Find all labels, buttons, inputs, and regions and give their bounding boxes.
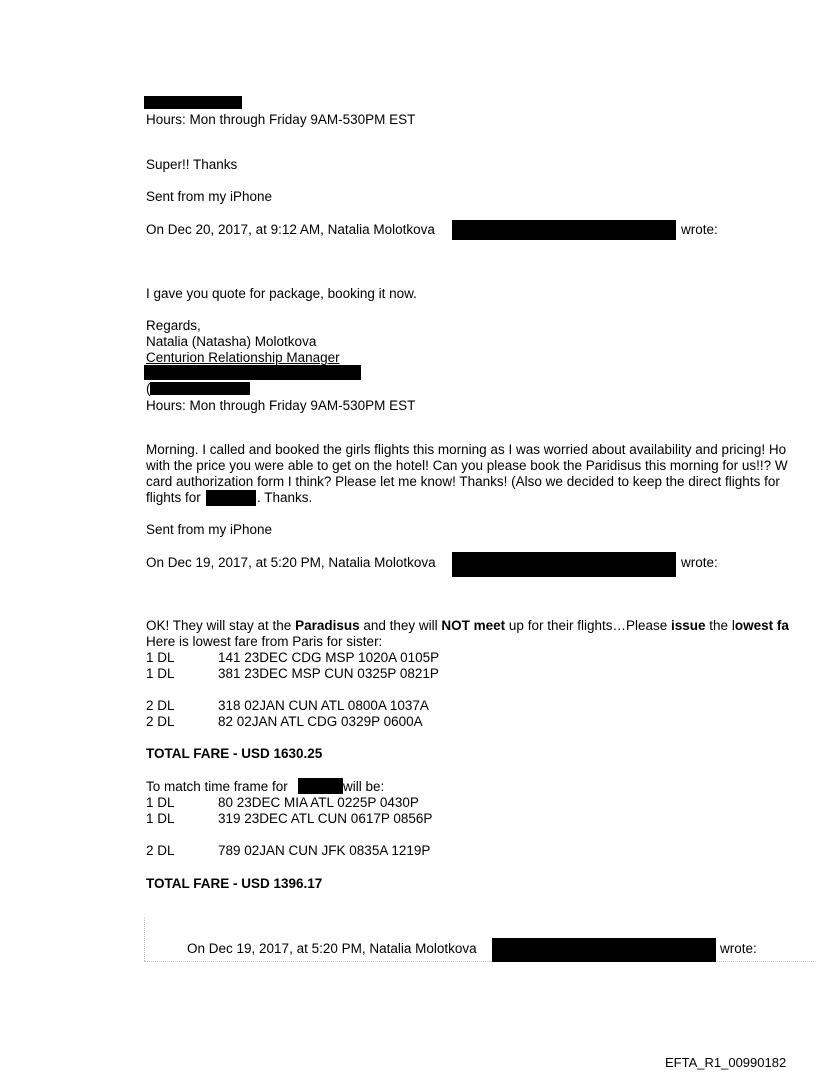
redaction-bar [144,365,361,380]
redaction-bar [150,382,250,395]
sent-from-signature: Sent from my iPhone [146,522,273,537]
flight-row: 1 DL 80 23DEC MIA ATL 0225P 0430P [146,795,419,810]
flight-row: 1 DL 381 23DEC MSP CUN 0325P 0821P [146,666,439,681]
match-suffix: will be: [343,779,385,794]
sent-from-signature: Sent from my iPhone [146,189,273,204]
reply-text: Super!! Thanks [146,157,238,172]
fare-intro: Here is lowest fare from Paris for sister: [146,634,383,649]
quote-header-suffix: wrote: [681,555,718,570]
sender-name: Natalia (Natasha) Molotkova [146,334,317,349]
message-line: with the price you were able to get on the hotel! Can you please book the Paridisus this morning for us!!? W [146,458,788,473]
hours-line: Hours: Mon through Friday 9AM-530PM EST [146,112,416,127]
regards-line: Regards, [146,318,201,333]
total-fare: TOTAL FARE - USD 1396.17 [146,876,323,891]
flight-row: 1 DL 141 23DEC CDG MSP 1020A 0105P [146,650,440,665]
redaction-bar [452,552,676,577]
redaction-bar [452,220,676,240]
quote-header-prefix: On Dec 19, 2017, at 5:20 PM, Natalia Molotkova [146,555,436,570]
quote-header-prefix: On Dec 20, 2017, at 9:12 AM, Natalia Molotkova [146,222,435,237]
quote-header-prefix: On Dec 19, 2017, at 5:20 PM, Natalia Molotkova [187,941,477,956]
message-line: Morning. I called and booked the girls flights this morning as I was worried about availability and pricing! Ho [146,442,787,457]
match-prefix: To match time frame for [146,779,288,794]
message-line-prefix: flights for [146,490,201,505]
message-line: card authorization form I think? Please let me know! Thanks! (Also we decided to keep the direct flights for [146,474,780,489]
quote-header [146,222,435,238]
paren-fragment: ( [146,381,151,396]
message-line-suffix: . Thanks. [257,490,313,505]
redaction-bar [298,778,343,794]
total-fare: TOTAL FARE - USD 1630.25 [146,746,323,761]
redaction-bar [206,490,256,506]
quote-header-suffix: wrote: [720,941,757,956]
redaction-bar [492,938,716,962]
message-line: OK! They will stay at the Paradisus and they will NOT meet up for their flights…Please issue the lowest fa [146,618,789,633]
flight-row: 2 DL 82 02JAN ATL CDG 0329P 0600A [146,714,423,729]
quote-border [144,918,145,961]
flight-row: 2 DL 789 02JAN CUN JFK 0835A 1219P [146,843,431,858]
quote-header-suffix: wrote: [681,222,718,237]
bates-number: EFTA_R1_00990182 [665,1055,787,1070]
flight-row: 1 DL 319 23DEC ATL CUN 0617P 0856P [146,811,433,826]
sender-title: Centurion Relationship Manager [146,350,340,365]
hours-line: Hours: Mon through Friday 9AM-530PM EST [146,398,416,413]
flight-row: 2 DL 318 02JAN CUN ATL 0800A 1037A [146,698,429,713]
message-text: I gave you quote for package, booking it now. [146,286,417,301]
redaction-bar [144,96,242,109]
